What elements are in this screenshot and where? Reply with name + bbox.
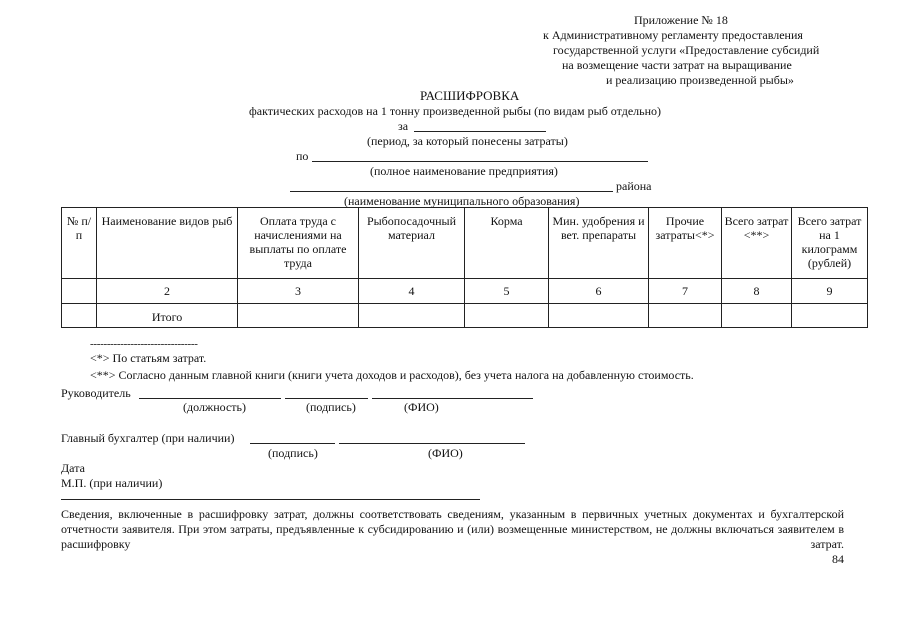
date-label: Дата [61, 461, 85, 475]
header-cell-other: Прочие затраты<*> [649, 208, 722, 279]
table-total-row [62, 304, 868, 328]
appendix-line-3: государственной услуги «Предоставление субсидий [553, 43, 820, 57]
table-cell[interactable] [62, 304, 97, 328]
notes-separator: -------------------------------- [90, 338, 198, 350]
appendix-line-4: на возмещение части затрат на выращивание [562, 58, 792, 72]
head-signature-line[interactable] [285, 398, 368, 399]
district-caption: (наименование муниципального образования) [344, 194, 580, 208]
period-prefix: за [398, 119, 409, 133]
appendix-line-1: Приложение № 18 [634, 13, 728, 27]
table-header-row [62, 208, 868, 279]
note-1: <*> По статьям затрат. [90, 351, 207, 365]
footer-divider [61, 499, 480, 500]
head-label: Руководитель [61, 386, 131, 400]
table-cell[interactable]: 2 [97, 279, 238, 304]
header-cell-fertilizers: Мин. удобрения и вет. препараты [549, 208, 649, 279]
company-input-line[interactable] [312, 161, 648, 162]
appendix-line-2: к Административному регламенту предоставления [543, 28, 803, 42]
table-cell[interactable]: 5 [465, 279, 549, 304]
header-cell-feed: Корма [465, 208, 549, 279]
accountant-signature-line[interactable] [250, 443, 335, 444]
signature-caption: (подпись) [306, 400, 356, 414]
company-prefix: по [296, 149, 309, 163]
table-cell[interactable] [62, 279, 97, 304]
company-caption: (полное наименование предприятия) [370, 164, 558, 178]
header-cell-labor: Оплата труда с начислениями на выплаты по оплате труда [238, 208, 359, 279]
document-subtitle: фактических расходов на 1 тонну произведенной рыбы (по видам рыб отдельно) [249, 104, 662, 118]
period-caption: (период, за который понесены затраты) [367, 134, 568, 148]
acc-signature-caption: (подпись) [268, 446, 318, 460]
table-cell[interactable]: 7 [649, 279, 722, 304]
district-suffix: района [616, 179, 652, 193]
table-cell[interactable]: 8 [722, 279, 792, 304]
head-fio-line[interactable] [372, 398, 533, 399]
table-row [62, 279, 868, 304]
page-number: 84 [832, 552, 844, 566]
total-label: Итого [97, 304, 238, 328]
table-cell[interactable]: 4 [359, 279, 465, 304]
accountant-label: Главный бухгалтер (при наличии) [61, 431, 235, 445]
accountant-fio-line[interactable] [339, 443, 525, 444]
table-cell[interactable]: 9 [792, 279, 868, 304]
acc-fio-caption: (ФИО) [428, 446, 463, 460]
table-cell[interactable] [465, 304, 549, 328]
table-cell[interactable] [238, 304, 359, 328]
document-title: РАСШИФРОВКА [420, 88, 520, 103]
table-cell[interactable] [722, 304, 792, 328]
header-cell-number: № п/п [62, 208, 97, 279]
table-cell[interactable] [792, 304, 868, 328]
header-cell-per-kg: Всего затрат на 1 килограмм (рублей) [792, 208, 868, 279]
footer-note: Сведения, включенные в расшифровку затрат, должны соответствовать сведениям, указанным в первичных учетных документах и бухгалтерской отчетности заявителя. При этом затраты, предъявленные к субсидированию и (или) возмещенные министерством, не должны включаться заявителем в расшифровку затрат. [61, 507, 844, 551]
table-cell[interactable] [549, 304, 649, 328]
appendix-line-5: и реализацию произведенной рыбы» [606, 73, 794, 87]
header-cell-stocking: Рыбопосадочный материал [359, 208, 465, 279]
table-cell[interactable]: 6 [549, 279, 649, 304]
position-caption: (должность) [183, 400, 246, 414]
head-position-line[interactable] [139, 398, 281, 399]
table-cell[interactable] [359, 304, 465, 328]
header-cell-total: Всего затрат <**> [722, 208, 792, 279]
header-cell-fish-type: Наименование видов рыб [97, 208, 238, 279]
cost-breakdown-table [61, 207, 868, 328]
table-cell[interactable]: 3 [238, 279, 359, 304]
district-input-line[interactable] [290, 191, 613, 192]
table-cell[interactable] [649, 304, 722, 328]
period-input-line[interactable] [414, 131, 546, 132]
note-2: <**> Согласно данным главной книги (книги учета доходов и расходов), без учета налога на добавленную стоимость. [90, 368, 694, 382]
stamp-label: М.П. (при наличии) [61, 476, 163, 490]
fio-caption: (ФИО) [404, 400, 439, 414]
